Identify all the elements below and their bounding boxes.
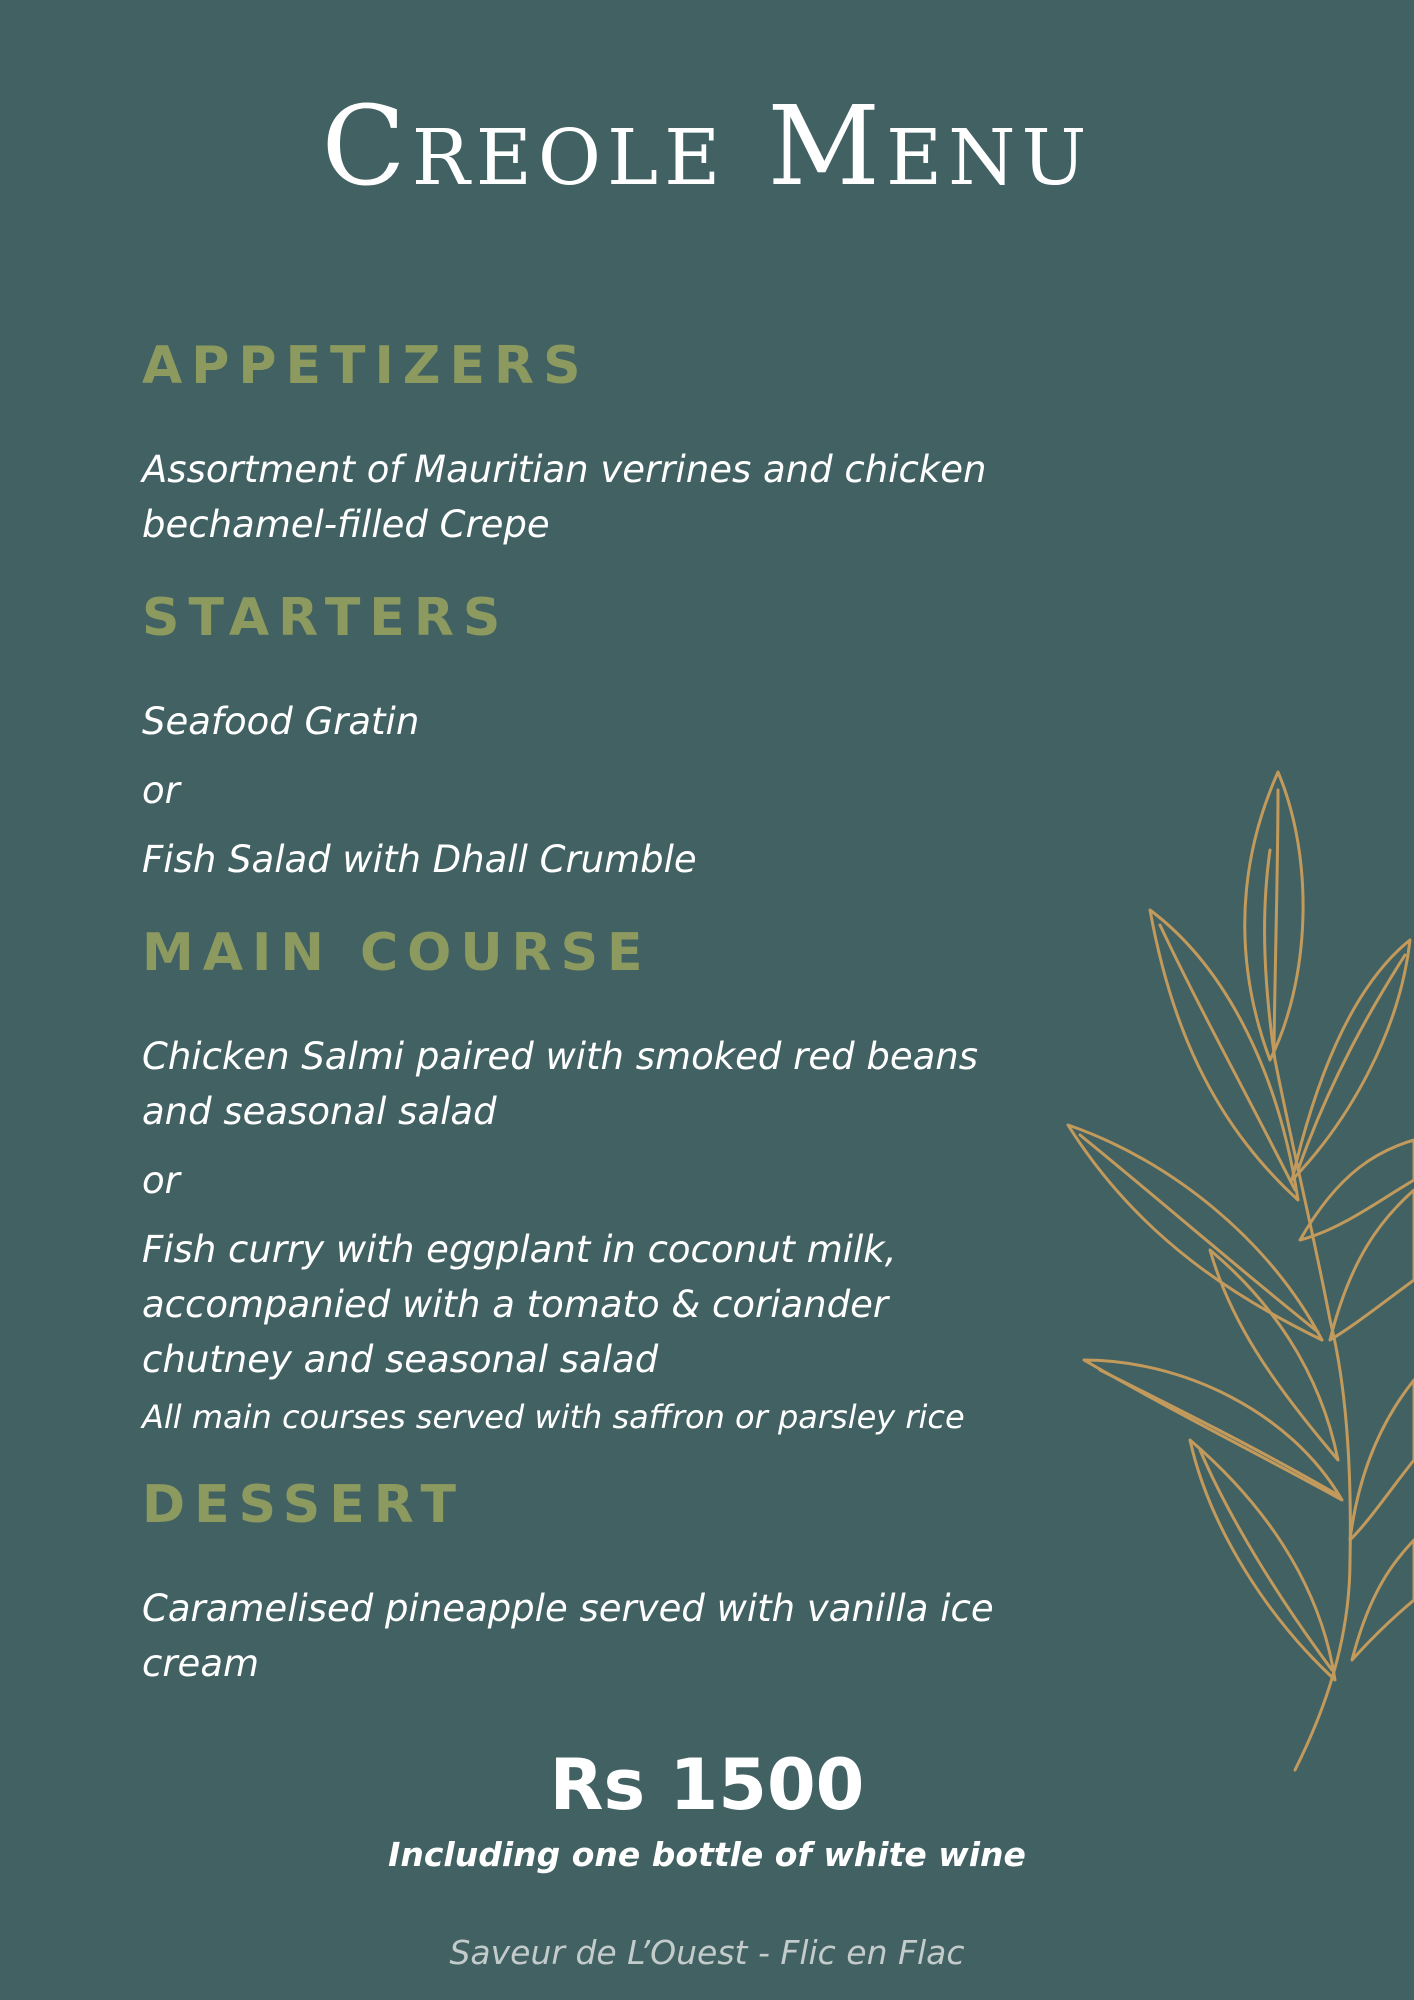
menu-item: Assortment of Mauritian verrines and chicken bechamel-filled Crepe [142,448,987,546]
menu-content [142,336,1042,1705]
menu-item: Caramelised pineapple served with vanilla ice cream [142,1587,994,1685]
menu-title: Creole Menu [321,82,1093,210]
menu-item: Fish curry with eggplant in coconut milk, accompanied with a tomato & coriander chutney and seasonal salad [142,1228,897,1381]
section-heading-dessert: DESSERT [142,1475,465,1535]
section-heading-appetizers: APPETIZERS [142,336,590,396]
section-heading-main-course: MAIN COURSE [142,923,652,983]
menu-item: Fish Salad with Dhall Crumble [142,838,697,881]
section-heading-starters: STARTERS [142,588,510,648]
menu-item-or: or [142,769,180,812]
main-course-note: All main courses served with saffron or parsley rice [142,1398,965,1436]
menu-price: Rs 1500 [549,1744,865,1826]
price-note: Including one bottle of white wine [388,1835,1026,1874]
leaf-branch-icon [1060,760,1414,1800]
restaurant-footer: Saveur de L’Ouest - Flic en Flac [449,1933,965,1972]
menu-item: Chicken Salmi paired with smoked red beans and seasonal salad [142,1035,979,1133]
menu-item: Seafood Gratin [142,700,420,743]
menu-item-or: or [142,1159,180,1202]
